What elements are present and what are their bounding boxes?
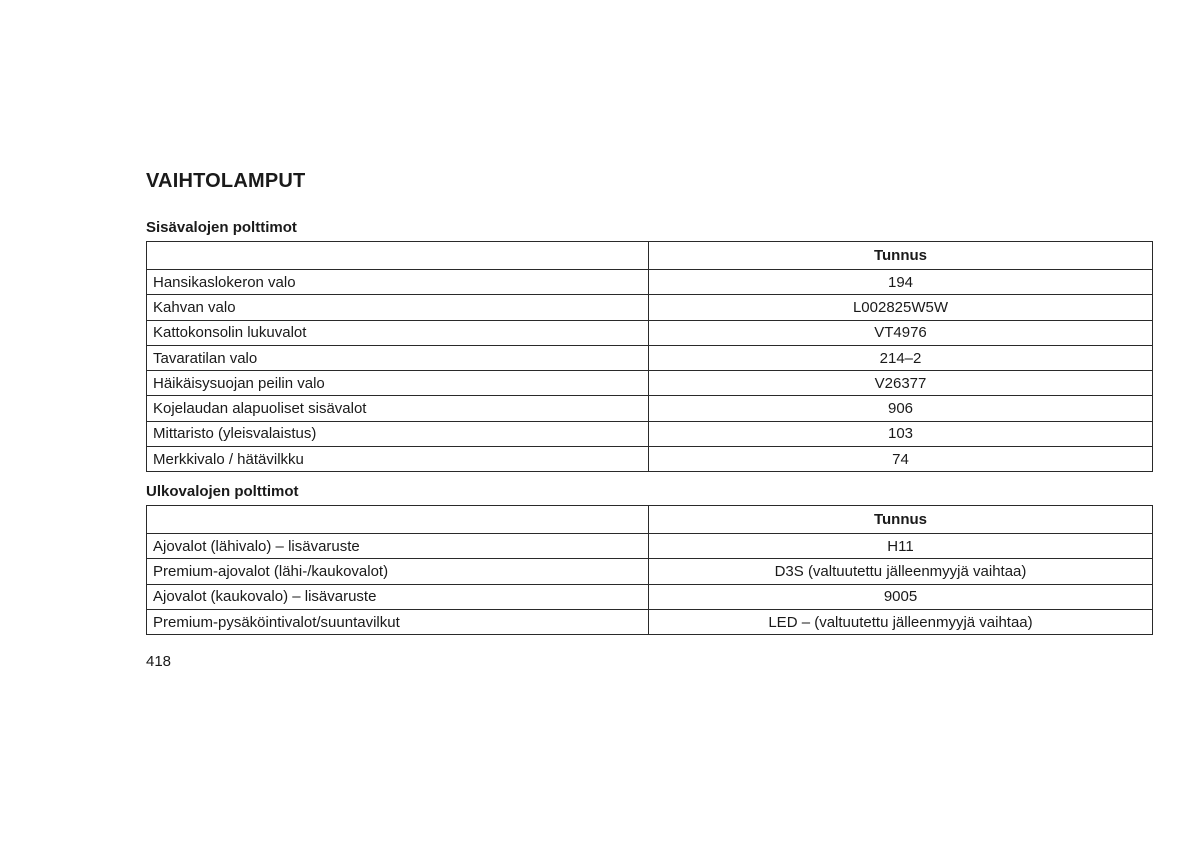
bulb-name-cell: Kojelaudan alapuoliset sisävalot: [147, 396, 649, 421]
table-row: [147, 345, 1153, 370]
bulb-code-cell: 214–2: [649, 345, 1153, 370]
interior-bulbs-heading: Sisävalojen polttimot: [146, 219, 297, 236]
table-row: [147, 609, 1153, 634]
table-row: [147, 295, 1153, 320]
table-header-row: [147, 242, 1153, 270]
page-title: VAIHTOLAMPUT: [146, 170, 306, 192]
page-number: 418: [146, 653, 172, 670]
bulb-code-cell: 194: [649, 270, 1153, 295]
bulb-name-cell: Kattokonsolin lukuvalot: [147, 320, 649, 345]
table-row: [147, 421, 1153, 446]
table-row: [147, 320, 1153, 345]
table-row: [147, 447, 1153, 472]
table-row: [147, 270, 1153, 295]
column-header-code: Tunnus: [649, 242, 1153, 270]
bulb-code-cell: 74: [649, 447, 1153, 472]
column-header-name: [147, 242, 649, 270]
bulb-code-cell: LED – (valtuutettu jälleenmyyjä vaihtaa): [649, 609, 1153, 634]
table-row: [147, 534, 1153, 559]
bulb-code-cell: 9005: [649, 584, 1153, 609]
bulb-name-cell: Ajovalot (lähivalo) – lisävaruste: [147, 534, 649, 559]
bulb-name-cell: Premium-pysäköintivalot/suuntavilkut: [147, 609, 649, 634]
table-row: [147, 559, 1153, 584]
table-row: [147, 396, 1153, 421]
bulb-name-cell: Tavaratilan valo: [147, 345, 649, 370]
bulb-name-cell: Häikäisysuojan peilin valo: [147, 371, 649, 396]
bulb-code-cell: V26377: [649, 371, 1153, 396]
table-header-row: [147, 506, 1153, 534]
column-header-code: Tunnus: [649, 506, 1153, 534]
bulb-name-cell: Premium-ajovalot (lähi-/kaukovalot): [147, 559, 649, 584]
bulb-code-cell: H11: [649, 534, 1153, 559]
bulb-code-cell: 103: [649, 421, 1153, 446]
bulb-name-cell: Hansikaslokeron valo: [147, 270, 649, 295]
bulb-name-cell: Mittaristo (yleisvalaistus): [147, 421, 649, 446]
column-header-name: [147, 506, 649, 534]
bulb-code-cell: L002825W5W: [649, 295, 1153, 320]
exterior-bulbs-table: [146, 505, 1153, 635]
interior-bulbs-table: [146, 241, 1153, 472]
bulb-name-cell: Kahvan valo: [147, 295, 649, 320]
table-row: [147, 371, 1153, 396]
bulb-code-cell: 906: [649, 396, 1153, 421]
exterior-bulbs-heading: Ulkovalojen polttimot: [146, 483, 299, 500]
bulb-code-cell: VT4976: [649, 320, 1153, 345]
bulb-code-cell: D3S (valtuutettu jälleenmyyjä vaihtaa): [649, 559, 1153, 584]
bulb-name-cell: Ajovalot (kaukovalo) – lisävaruste: [147, 584, 649, 609]
table-row: [147, 584, 1153, 609]
bulb-name-cell: Merkkivalo / hätävilkku: [147, 447, 649, 472]
